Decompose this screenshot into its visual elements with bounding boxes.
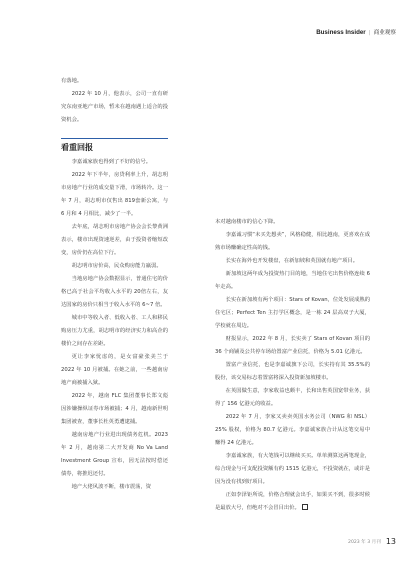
left-paragraph: 更让李家忧虑的，是女富豪张美兰于 2022 年 10 月被捕。在她之前，一些越南房地产商被捕入狱。 <box>61 354 168 386</box>
left-paragraph: 城市中等收入者、低收入者、工人和移民购房压力尤重，胡志明市的经济实力和高企的楼价之间存在差距。 <box>61 315 168 347</box>
issue-label: 2023 年 3 月刊 <box>348 540 381 545</box>
right-column <box>215 216 370 515</box>
left-paragraph: 2022 年 10 月，他表示，公司一直有研究东南亚地产市场，暂未在越南遇上适合的投资机会。 <box>61 91 168 123</box>
right-paragraph: 财报显示，2022 年 8 月，长实卖了 Stars of Kovan 项目的 36 个商铺及公共停车场给置富产业信托，价格为 5.01 亿港元。 <box>215 336 370 355</box>
right-paragraph-last <box>215 489 370 515</box>
page-footer <box>348 537 396 546</box>
left-paragraph: 李嘉诚家族也得到了不好的信号。 <box>71 159 152 165</box>
left-paragraph: 有落地。 <box>61 78 83 84</box>
header-section: 商业观察 <box>373 30 396 36</box>
right-paragraph: 在英国做生意，李家收益也颇丰，长和出售英国宽带业务，获得了 156 亿港元的收益。 <box>215 388 370 407</box>
left-paragraph: 胡志明市房价高，民众购房能力羸弱。 <box>71 263 162 269</box>
header-brand: Business Insider <box>316 29 366 36</box>
left-paragraph: 去年底，胡志明市房地产协会会长黎黄洲表示，楼市出现资速逆差，由于投资者缩短改变，房价仍在高位下行。 <box>61 224 168 256</box>
left-paragraph: 2022 年，越南 FLC 集团董事长郑文彪因涉嫌操纵证券市场被捕；4 月，越南新世明集团被查，董事长杜英勇遭逮捕。 <box>61 393 168 425</box>
right-paragraph: 长实在海外也开发楼盘，在新加坡和英国就有地产项目。 <box>225 258 359 264</box>
right-paragraph-text: 正如李泽钜所说，价格合理就会出手，如果买不到，很多时候是最放大号，但绝对不会冒目出价。 <box>215 492 370 511</box>
right-paragraph: 长实在新加坡有两个项目：Stars of Kovan，位处发展成熟的住宅区；Perfect Ten 主打学区概念，是一栋 24 层高双子大厦，学校就在周边。 <box>215 297 370 329</box>
left-paragraph: 2022 年下半年，房贷利率上升，胡志明市房地产行业的成交量下滑，市场转冷。这一年 7 月，胡志明市仅售出 819套新公寓，与 6 月和 4 月相比，减少了一半。 <box>61 172 168 217</box>
left-column <box>61 75 168 494</box>
right-paragraph: 新加坡这两年成为投资热门目的地，当地住宅出售价格连续 6 年走高。 <box>215 271 370 290</box>
right-paragraph: 本对越南楼市的信心下降。 <box>215 219 279 225</box>
left-paragraph: 越南房地产行业进出现债务危机。2023 年 2 月，越南第二大开发商 No Va Land Investment Group 宣布，因无法按时偿还债券，将推迟还付。 <box>61 432 168 477</box>
right-paragraph: 2022 年 7 月，李家又卖卖英国水务公司（NWG 和 NSL）25% 股权，价格为 80.7 亿港元。李嘉诚家族合计从这笔交易中赚得 24 亿港元。 <box>215 414 370 446</box>
right-paragraph: 李嘉诚习惯“未买先想卖”，风格稳健，相比越南，更喜欢在成熟市场赚确定性高的钱。 <box>215 232 370 251</box>
right-paragraph: 李嘉诚家族，有大笔钱可以继续买买。单单测算这两笔现金，综合现金与可支配投资额有约 1515 亿港元，不投资就在，或许是因为没有找到好项目。 <box>215 453 370 485</box>
end-of-article-icon <box>302 504 308 510</box>
header-separator: | <box>368 30 371 36</box>
left-paragraph: 当地房地产协会数据显示，普通住宅的价格已高于社会平均收入水平的 20倍左右，友达国家的房价只相当于收入水平的 6~7 倍。 <box>61 276 168 308</box>
page-header <box>316 28 396 36</box>
left-paragraph: 地产大佬风波不断，楼市震荡，资 <box>71 484 152 490</box>
page-number: 13 <box>385 537 396 546</box>
section-heading: 看重回报 <box>61 138 168 154</box>
right-paragraph: 置富产业信托，也是李嘉诚旗下公司，长实持有其 35.5%的股份，该交易标志着置富将深入投资新加坡楼市。 <box>215 362 370 381</box>
